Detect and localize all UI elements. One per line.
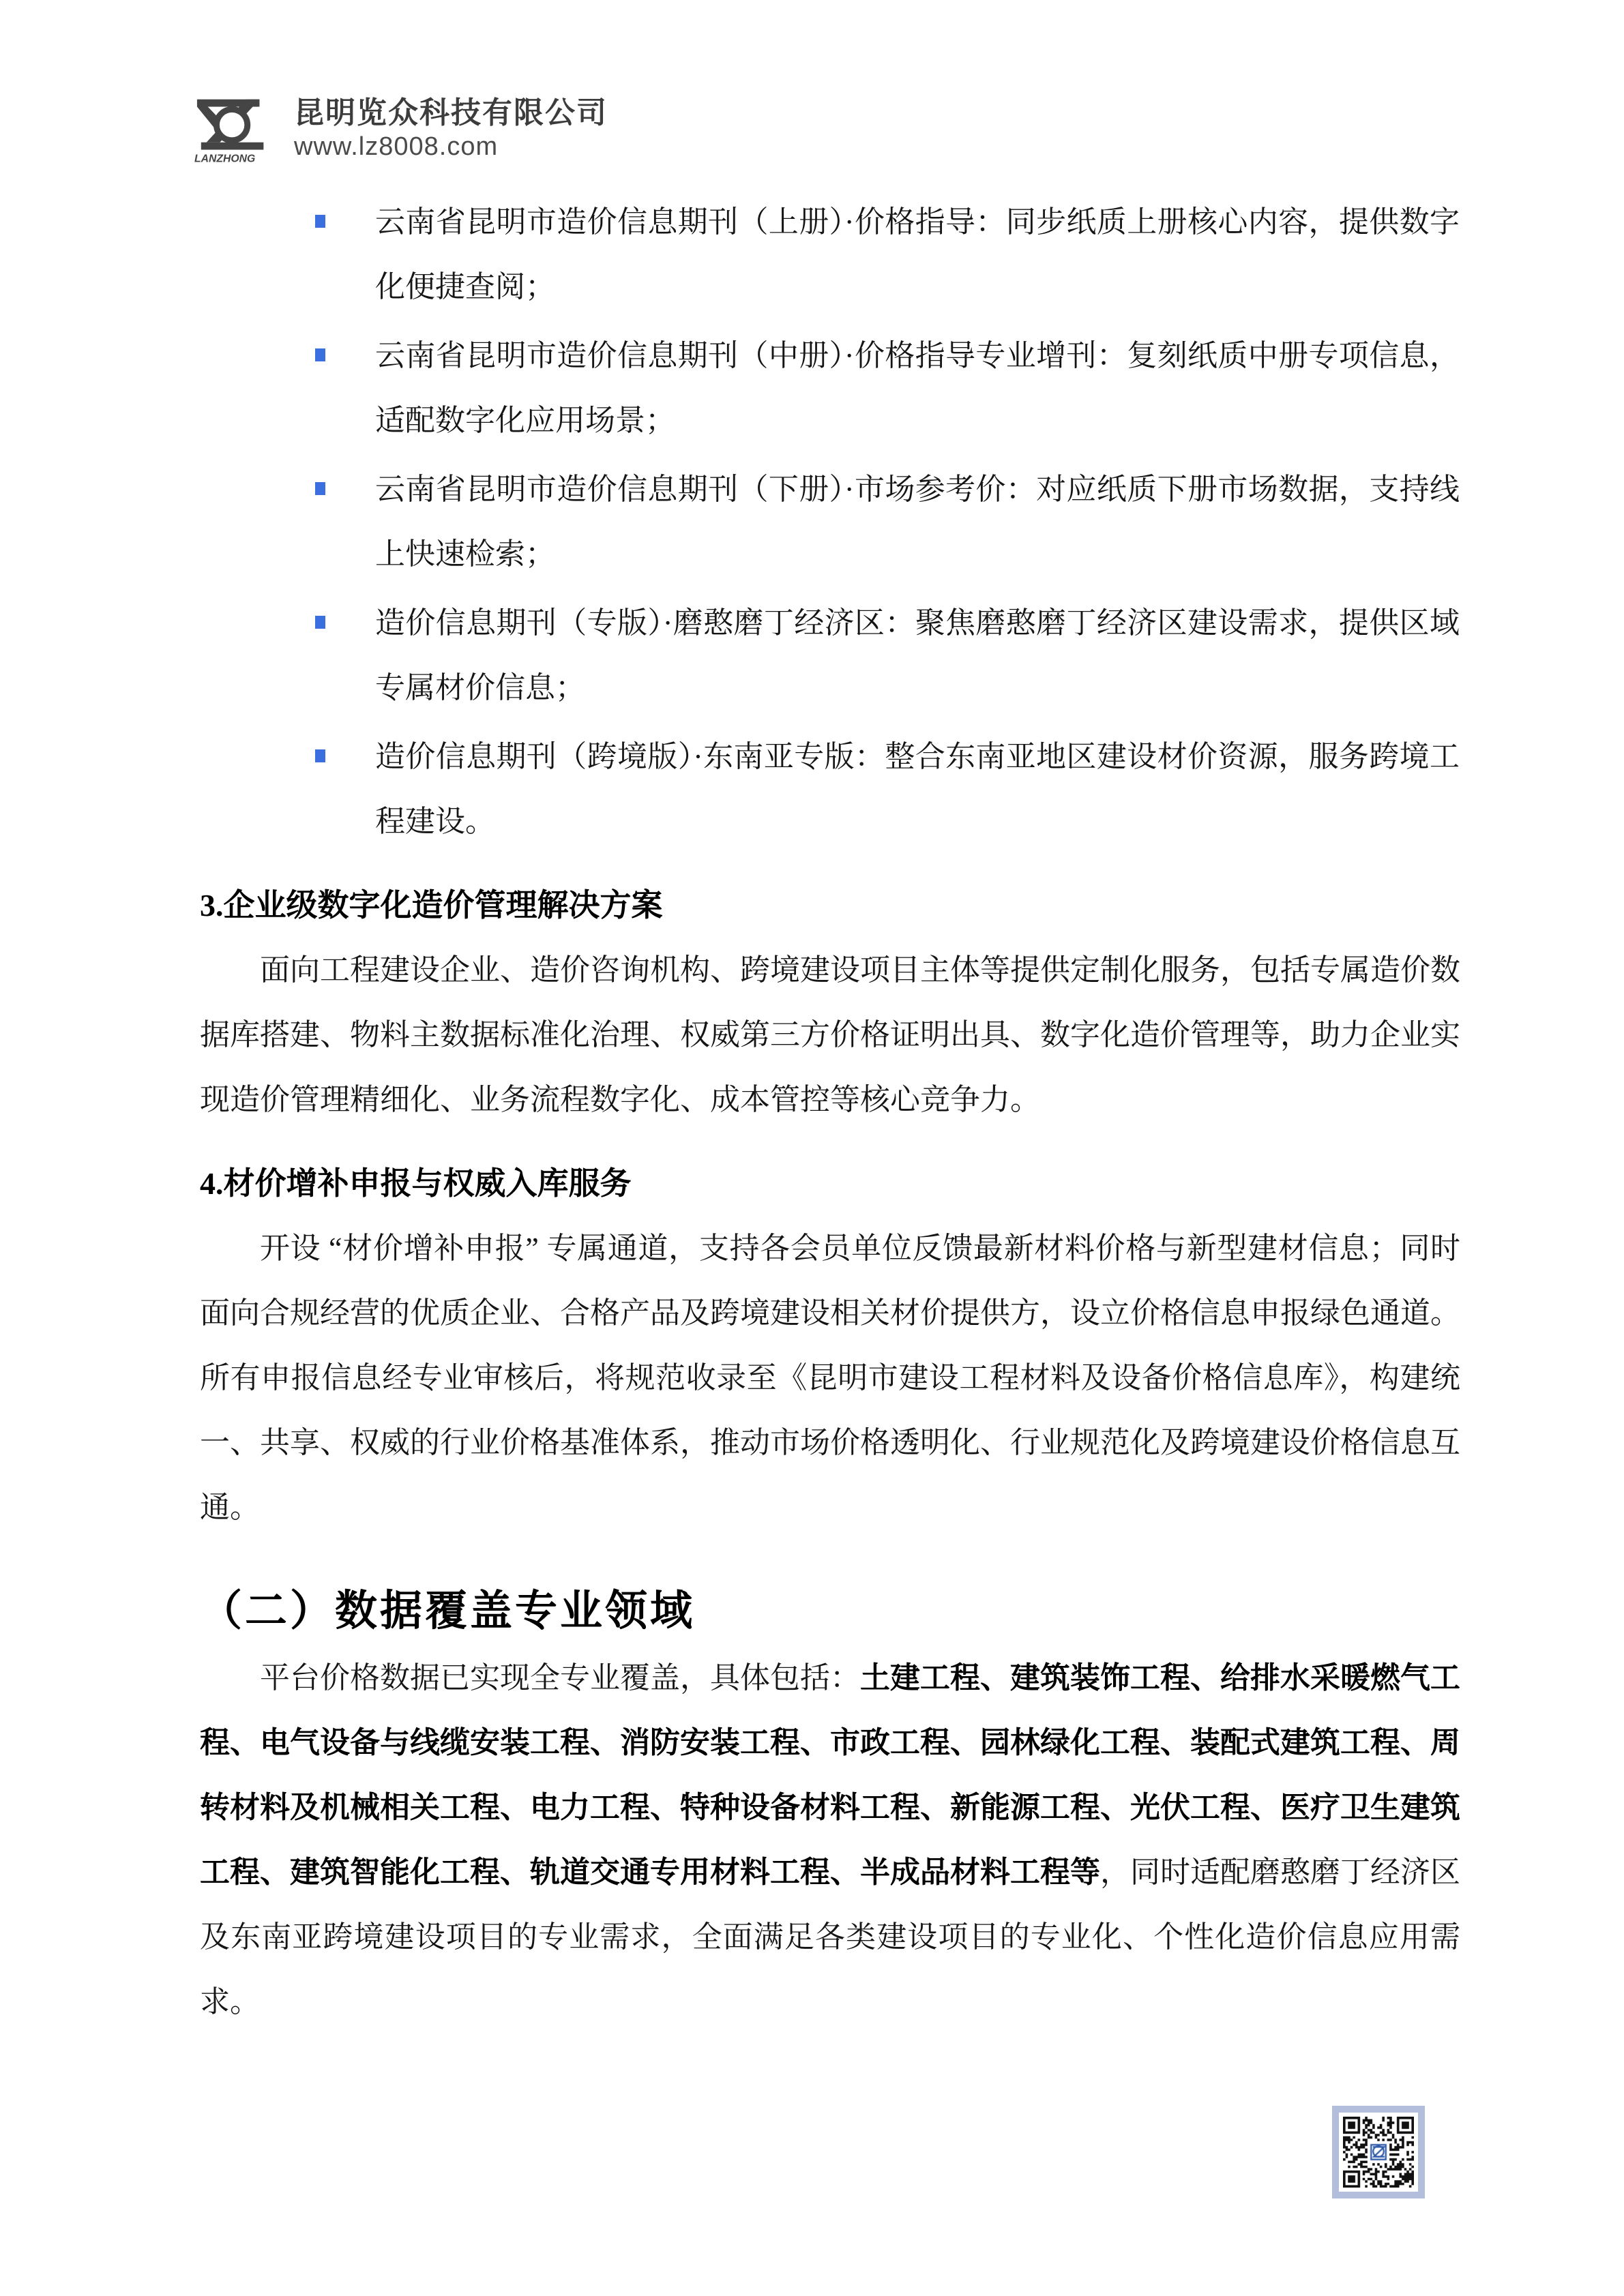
coverage-fields-bold: 土建工程、建筑装饰工程、给排水采暖燃气工程、电气设备与线缆安装工程、消防安装工程、市政工程、园林绿化工程、装配式建筑工程、周转材料及机械相关工程、电力工程、特种设备材料工程、新能源工程、光伏工程、医疗卫生建筑工程、建筑智能化工程、轨道交通专用材料工程、半成品材料工程等 xyxy=(200,1661,1460,1889)
logo-wordmark: LANZHONG xyxy=(194,153,256,164)
paragraph-enterprise-solution: 面向工程建设企业、造价咨询机构、跨境建设项目主体等提供定制化服务，包括专属造价数据库搭建、物料主数据标准化治理、权威第三方价格证明出具、数字化造价管理等，助力企业实现造价管理精细化、业务流程数字化、成本管控等核心竞争力。 xyxy=(200,953,1460,1116)
letterhead xyxy=(193,95,608,164)
section-heading-price-declaration: 4.材价增补申报与权威入库服务 xyxy=(200,1166,632,1201)
section-two-heading: （二）数据覆盖专业领域 xyxy=(200,1588,696,1635)
bullet-text: 造价信息期刊（跨境版）·东南亚专版：整合东南亚地区建设材价资源，服务跨境工程建设。 xyxy=(375,740,1460,838)
company-logo-icon xyxy=(193,95,280,164)
bullet-square-icon xyxy=(315,215,325,228)
qr-code-frame xyxy=(1332,2106,1425,2198)
paragraph-coverage xyxy=(200,1645,1460,2034)
bullet-text: 云南省昆明市造价信息期刊（下册）·市场参考价：对应纸质下册市场数据，支持线上快速检索； xyxy=(375,473,1460,571)
bullet-square-icon xyxy=(315,616,325,629)
journal-bullet-list xyxy=(200,190,1460,854)
list-item xyxy=(375,323,1460,453)
bullet-text: 造价信息期刊（专版）·磨憨磨丁经济区：聚焦磨憨磨丁经济区建设需求，提供区域专属材价信息； xyxy=(375,606,1460,704)
coverage-intro: 平台价格数据已实现全专业覆盖，具体包括： xyxy=(260,1661,860,1695)
document-body xyxy=(200,190,1460,2034)
bullet-square-icon xyxy=(315,749,325,762)
bullet-text: 云南省昆明市造价信息期刊（中册）·价格指导专业增刊：复刻纸质中册专项信息，适配数字化应用场景； xyxy=(375,339,1460,437)
list-item xyxy=(375,457,1460,586)
coverage-outro: ，同时适配磨憨磨丁经济区及东南亚跨境建设项目的专业需求，全面满足各类建设项目的专业化、个性化造价信息应用需求。 xyxy=(200,1855,1460,2018)
company-website: www.lz8008.com xyxy=(294,132,499,161)
company-name: 昆明览众科技有限公司 xyxy=(294,96,608,130)
bullet-square-icon xyxy=(315,482,325,495)
bullet-text: 云南省昆明市造价信息期刊（上册）·价格指导：同步纸质上册核心内容，提供数字化便捷查阅； xyxy=(375,205,1460,303)
list-item xyxy=(375,190,1460,319)
bullet-square-icon xyxy=(315,348,325,361)
paragraph-price-declaration: 开设 “材价增补申报” 专属通道，支持各会员单位反馈最新材料价格与新型建材信息；同时面向合规经营的优质企业、合格产品及跨境建设相关材价提供方，设立价格信息申报绿色通道。所有申报信息经专业审核后，将规范收录至《昆明市建设工程材料及设备价格信息库》，构建统一、共享、权威的行业价格基准体系，推动市场价格透明化、行业规范化及跨境建设价格信息互通。 xyxy=(200,1232,1460,1524)
section-heading-enterprise-solution: 3.企业级数字化造价管理解决方案 xyxy=(200,888,663,923)
list-item xyxy=(375,591,1460,720)
list-item xyxy=(375,724,1460,854)
qr-code xyxy=(1343,2117,1414,2188)
